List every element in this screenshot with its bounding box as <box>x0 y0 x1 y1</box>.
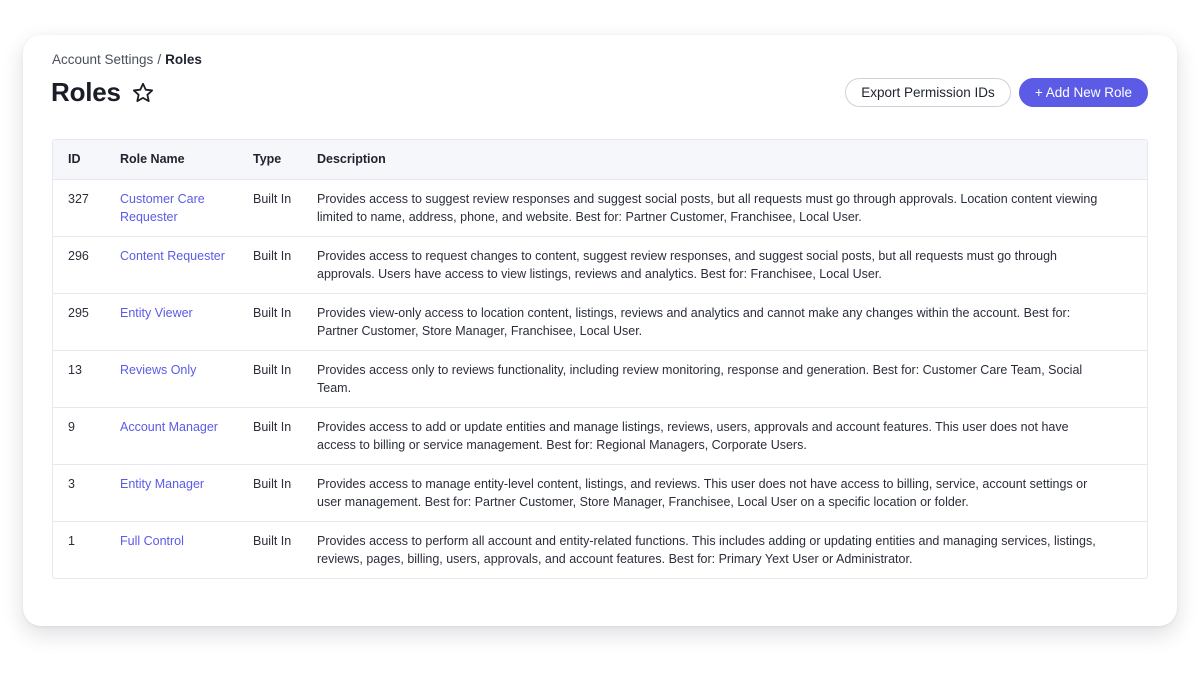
table-row <box>53 179 1147 236</box>
role-name-link[interactable]: Entity Viewer <box>120 305 193 320</box>
role-name-link[interactable]: Full Control <box>120 533 184 548</box>
role-description: Provides access to add or update entities and manage listings, reviews, users, approvals and account features. This user does not have access to billing or service management. Best for: Regional Managers, Corporate Users. <box>317 419 1069 452</box>
table-row <box>53 293 1147 350</box>
role-description: Provides view-only access to location content, listings, reviews and analytics and cannot make any changes within the account. Best for: Partner Customer, Store Manager, Franchisee, Local User. <box>317 305 1071 338</box>
table-row <box>53 350 1147 407</box>
role-name-link[interactable]: Content Requester <box>120 248 225 263</box>
title-row <box>51 77 155 108</box>
role-name-link[interactable]: Entity Manager <box>120 476 205 491</box>
column-header-id[interactable]: ID <box>68 152 81 167</box>
role-id: 1 <box>68 533 75 548</box>
role-id: 13 <box>68 362 82 377</box>
role-description: Provides access only to reviews functionality, including review monitoring, response and generation. Best for: Customer Care Team, Social Team. <box>317 362 1083 395</box>
page-title: Roles <box>51 77 121 107</box>
role-id: 9 <box>68 419 75 434</box>
header-actions <box>845 78 1148 107</box>
roles-card <box>23 35 1177 626</box>
table-row <box>53 521 1147 578</box>
role-description: Provides access to suggest review responses and suggest social posts, but all requests must go through approvals. Location content viewing limited to name, address, phone, and website. Best for: Partner Customer, Franchisee, Local User. <box>317 191 1098 224</box>
role-id: 295 <box>68 305 89 320</box>
breadcrumb-separator: / <box>157 52 162 67</box>
role-name-link[interactable]: Account Manager <box>120 419 218 434</box>
column-header-role-name[interactable]: Role Name <box>120 152 185 167</box>
breadcrumb-parent-link[interactable]: Account Settings <box>52 52 154 67</box>
role-type: Built In <box>253 305 292 320</box>
table-header-row <box>53 140 1147 179</box>
role-id: 3 <box>68 476 75 491</box>
role-type: Built In <box>253 362 292 377</box>
table-row <box>53 236 1147 293</box>
table-row <box>53 407 1147 464</box>
column-header-type[interactable]: Type <box>253 152 282 167</box>
role-description: Provides access to perform all account and entity-related functions. This includes adding or updating entities and managing services, listings, reviews, pages, billing, users, approvals, and account features. Best for: Primary Yext User or Administrator. <box>317 533 1096 566</box>
role-type: Built In <box>253 248 292 263</box>
role-name-link[interactable]: Reviews Only <box>120 362 197 377</box>
role-id: 327 <box>68 191 89 206</box>
role-type: Built In <box>253 533 292 548</box>
export-permission-ids-button[interactable]: Export Permission IDs <box>845 78 1011 107</box>
roles-table <box>52 139 1148 579</box>
column-header-description[interactable]: Description <box>317 152 386 167</box>
breadcrumb-current: Roles <box>165 52 202 67</box>
table-row <box>53 464 1147 521</box>
role-name-link[interactable]: Customer Care Requester <box>120 191 205 224</box>
add-new-role-button[interactable]: + Add New Role <box>1019 78 1148 107</box>
role-type: Built In <box>253 476 292 491</box>
breadcrumb <box>52 52 202 67</box>
role-description: Provides access to manage entity-level content, listings, and reviews. This user does not have access to billing, service, account settings or user management. Best for: Partner Customer, Store Manager, Franchisee, Local User on a specific location or folder. <box>317 476 1088 509</box>
role-description: Provides access to request changes to content, suggest review responses, and suggest social posts, but all requests must go through approvals. Users have access to view listings, reviews and analytics. Best for: Franchisee, Local User. <box>317 248 1058 281</box>
role-type: Built In <box>253 191 292 206</box>
role-type: Built In <box>253 419 292 434</box>
favorite-star-icon[interactable] <box>131 81 155 105</box>
role-id: 296 <box>68 248 89 263</box>
